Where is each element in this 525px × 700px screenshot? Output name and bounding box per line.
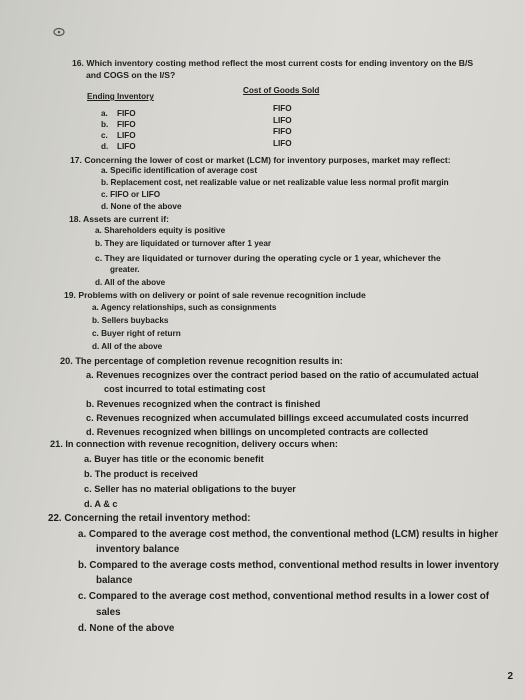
q20-option-a-line2: cost incurred to total estimating cost: [104, 384, 266, 394]
q17-option-c: c. FIFO or LIFO: [101, 190, 161, 199]
question-17-text: 17. Concerning the lower of cost or market (LCM) for inventory purposes, market may reflect:: [70, 155, 451, 165]
page-number: 2: [507, 671, 513, 682]
staple-hole-mark: [52, 26, 66, 38]
q21-option-d: d. A & c: [84, 499, 118, 509]
question-22-text: 22. Concerning the retail inventory method:: [48, 513, 251, 524]
q16-option-c-ending: LIFO: [117, 131, 136, 140]
q17-option-b: b. Replacement cost, net realizable value or net realizable value less normal profit margin: [101, 178, 449, 187]
question-19-text: 19. Problems with on delivery or point of sale revenue recognition include: [64, 290, 366, 300]
q18-option-b: b. They are liquidated or turnover after 1 year: [95, 239, 272, 248]
q22-option-d: d. None of the above: [78, 623, 175, 634]
q18-option-c-line2: greater.: [110, 265, 140, 274]
q22-option-b-line2: balance: [96, 575, 133, 586]
q22-option-a-line2: inventory balance: [96, 544, 180, 555]
column-header-ending-inventory: Ending Inventory: [87, 92, 154, 101]
q20-option-a: a. Revenues recognizes over the contract period based on the ratio of accumulated actual: [86, 370, 479, 380]
column-header-cogs: Cost of Goods Sold: [243, 86, 320, 95]
q20-option-b: b. Revenues recognized when the contract is finished: [86, 399, 321, 409]
q19-option-d: d. All of the above: [92, 342, 163, 351]
q16-option-d-letter: d.: [101, 142, 109, 151]
q22-option-c: c. Compared to the average cost method, conventional method results in a lower cost of: [78, 591, 490, 602]
q22-option-c-line2: sales: [96, 607, 121, 618]
q16-option-a-cogs: FIFO: [273, 104, 292, 113]
q18-option-a: a. Shareholders equity is positive: [95, 226, 226, 235]
q21-option-c: c. Seller has no material obligations to the buyer: [84, 484, 296, 494]
q21-option-b: b. The product is received: [84, 469, 198, 479]
q16-option-d-cogs: LIFO: [273, 139, 292, 148]
q16-option-c-letter: c.: [101, 131, 108, 140]
question-21-text: 21. In connection with revenue recognition, delivery occurs when:: [50, 439, 338, 449]
question-20-text: 20. The percentage of completion revenue recognition results in:: [60, 356, 343, 366]
q22-option-a: a. Compared to the average cost method, the conventional method (LCM) results in higher: [78, 529, 499, 540]
q20-option-d: d. Revenues recognized when billings on uncompleted contracts are collected: [86, 427, 429, 437]
q21-option-a: a. Buyer has title or the economic benefit: [84, 454, 264, 464]
q19-option-a: a. Agency relationships, such as consignments: [92, 303, 277, 312]
q18-option-d: d. All of the above: [95, 278, 166, 287]
q16-option-a-letter: a.: [101, 109, 108, 118]
q16-option-c-cogs: FIFO: [273, 127, 292, 136]
q18-option-c: c. They are liquidated or turnover during the operating cycle or 1 year, whichever the: [95, 253, 441, 263]
q20-option-c: c. Revenues recognized when accumulated billings exceed accumulated costs incurred: [86, 413, 469, 423]
q16-option-b-letter: b.: [101, 120, 109, 129]
q19-option-b: b. Sellers buybacks: [92, 316, 169, 325]
question-18-text: 18. Assets are current if:: [69, 214, 169, 224]
q19-option-c: c. Buyer right of return: [92, 329, 181, 338]
q16-option-d-ending: LIFO: [117, 142, 136, 151]
q16-option-b-cogs: LIFO: [273, 116, 292, 125]
q16-option-b-ending: FIFO: [117, 120, 136, 129]
question-16-text: 16. Which inventory costing method reflect the most current costs for ending inventory on the B/S: [72, 58, 474, 68]
question-16-text-line2: and COGS on the I/S?: [86, 70, 176, 80]
q17-option-a: a. Specific identification of average cost: [101, 166, 258, 175]
q16-option-a-ending: FIFO: [117, 109, 136, 118]
q17-option-d: d. None of the above: [101, 202, 182, 211]
q22-option-b: b. Compared to the average costs method, conventional method results in lower inventory: [78, 560, 499, 571]
